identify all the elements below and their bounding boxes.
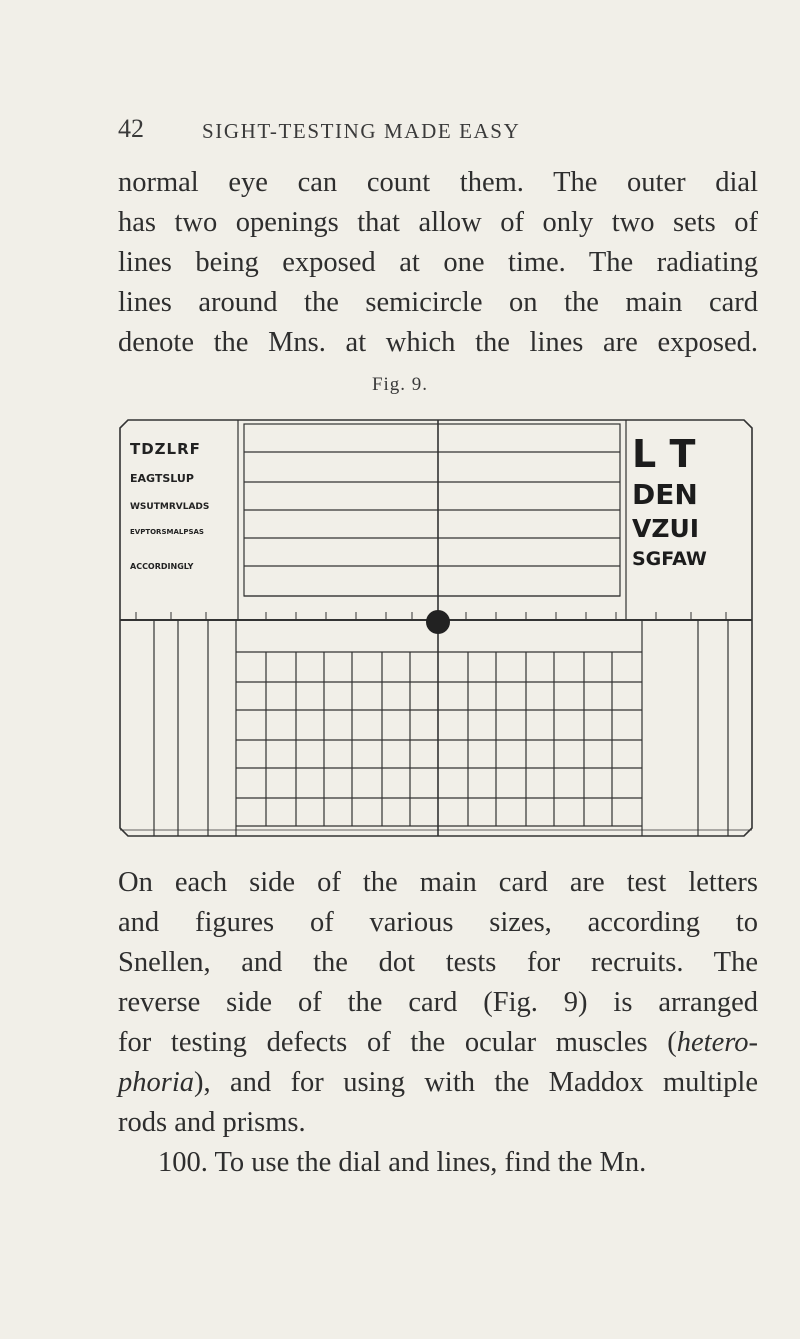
paragraph-line: rods and prisms. (118, 1107, 306, 1138)
letter-row: WSUTMRVLADS (130, 502, 210, 512)
figure-caption: Fig. 9. (371, 374, 429, 395)
paragraph-line: lines around the semicircle on the main card (118, 287, 758, 318)
letter-row: TDZLRF (130, 440, 201, 458)
letter-row: ACCORDINGLY (130, 562, 194, 571)
paragraph-line: denote the Mns. at which the lines are exposed. (118, 327, 758, 358)
paragraph-1 (118, 163, 758, 363)
letter-row: VZUI (632, 514, 700, 543)
paragraph-line (118, 1023, 758, 1063)
paragraph-line: 100. To use the dial and lines, find the Mn. (158, 1147, 647, 1178)
paragraph-line (118, 1063, 758, 1103)
paragraph-2 (118, 863, 758, 1183)
page-number: 42 (118, 114, 144, 143)
letter-row: EAGTSLUP (130, 472, 194, 485)
letter-row: L T (632, 432, 696, 476)
paragraph-line: has two openings that allow of only two sets of (118, 207, 758, 238)
text-run: for testing defects of the ocular muscles ( (118, 1027, 677, 1058)
letter-row: SGFAW (632, 548, 707, 570)
paragraph-line: reverse side of the card (Fig. 9) is arranged (118, 987, 758, 1018)
paragraph-line: lines being exposed at one time. The radiating (118, 247, 758, 278)
paragraph-line: Snellen, and the dot tests for recruits. The (118, 947, 758, 978)
letter-row: DEN (632, 478, 698, 511)
italic-term: hetero- (676, 1027, 758, 1058)
text-run: ), and for using with the Maddox multiple (194, 1067, 758, 1098)
paragraph-line: normal eye can count them. The outer dial (118, 167, 758, 198)
running-title: SIGHT-TESTING MADE EASY (202, 119, 521, 143)
letter-row: EVPTORSMALPSAS (130, 528, 204, 536)
italic-term: phoria (118, 1067, 195, 1098)
paragraph-line: and figures of various sizes, according to (118, 907, 758, 938)
paragraph-line: On each side of the main card are test letters (118, 867, 758, 898)
dial-pivot (426, 610, 450, 634)
